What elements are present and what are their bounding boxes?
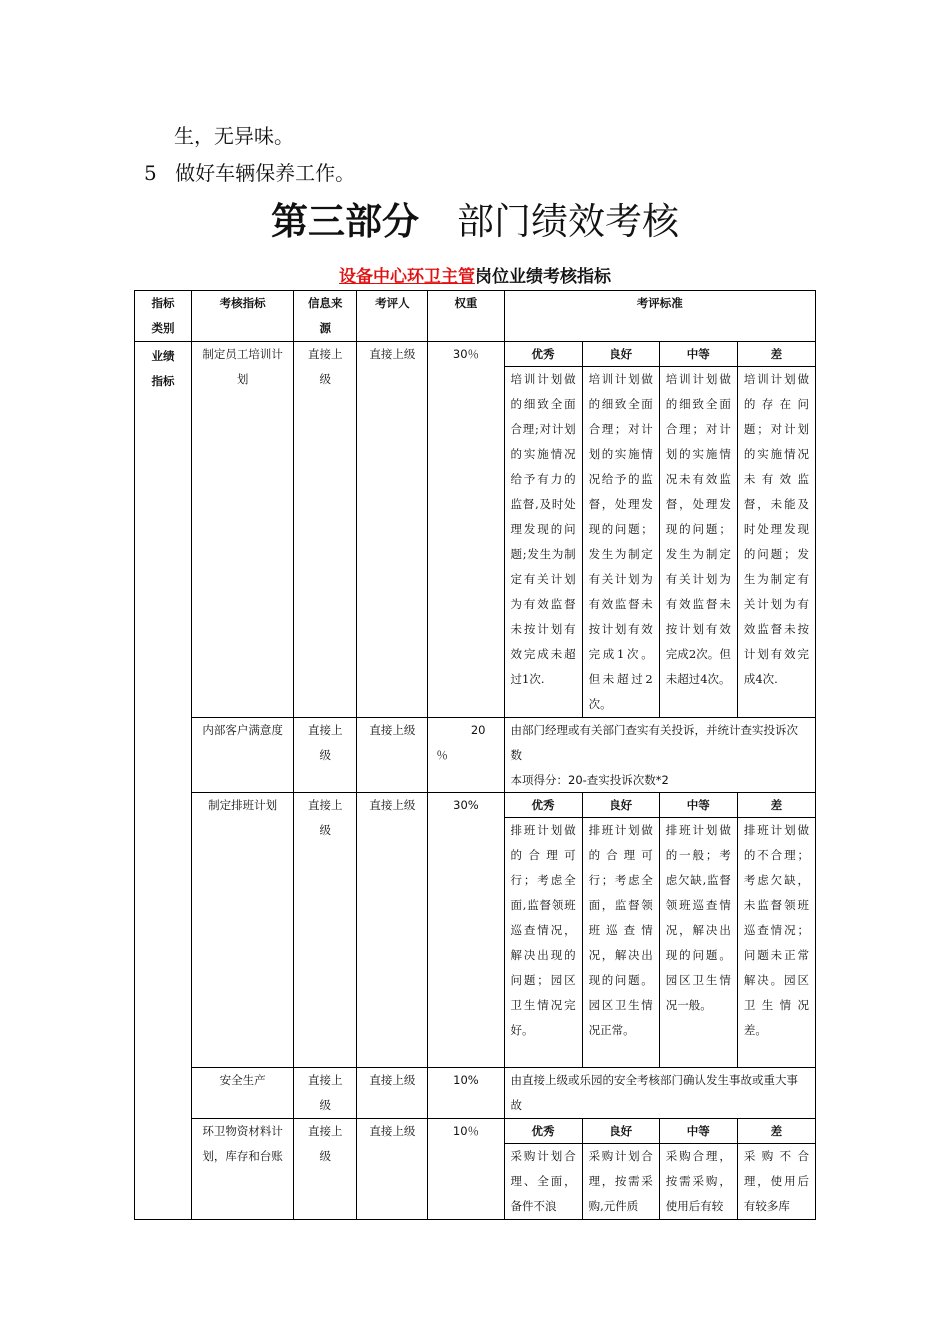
grade-medium: 中等 [659,342,737,367]
standard-good: 培训计划做的细致全面合理；对计划的实施情况给予的监督，处理发现的问题；发生为制定有关计划为有效监督未按计划有效完成1次。但未超过2次。 [582,367,659,718]
intro-line-1 [174,124,294,148]
intro-line-2-number: 5 [144,161,157,185]
grade-excellent: 优秀 [504,793,582,818]
source-cell: 直接上级 [294,1119,357,1220]
source-cell: 直接上级 [294,793,357,1068]
grade-good: 良好 [582,793,659,818]
evaluator-cell: 直接上级 [357,718,428,793]
table-row [135,793,816,818]
source-cell: 直接上级 [294,718,357,793]
source-cell: 直接上级 [294,342,357,718]
evaluator-cell: 直接上级 [357,1119,428,1220]
source-cell: 直接上级 [294,1068,357,1119]
table-title-position: 设备中心环卫主管 [339,267,475,287]
standard-medium: 培训计划做的细致全面合理；对计划的实施情况未有效监督，处理发现的问题；发生为制定有关计划为有效监督未按计划有效完成2次。但未超过4次。 [659,367,737,718]
standard-cell: 由直接上级或乐园的安全考核部门确认发生事故或重大事故 [504,1068,816,1119]
grade-poor: 差 [737,1119,815,1144]
indicator-cell: 制定员工培训计划 [192,342,294,718]
grade-excellent: 优秀 [504,342,582,367]
table-title-rest: 岗位业绩考核指标 [475,267,611,287]
header-standard: 考评标准 [504,291,816,342]
grade-poor: 差 [737,342,815,367]
weight-cell: 10％ [428,1119,504,1220]
weight-unit: ％ [436,748,448,762]
header-evaluator: 考评人 [357,291,428,342]
standard-excellent: 采购计划合理、全面，备件不浪 [504,1144,582,1220]
standard-cell [504,718,816,793]
standard-poor: 采购不合理，使用后有较多库 [737,1144,815,1220]
intro-line-2-text: 做好车辆保养工作。 [175,161,356,185]
indicator-cell: 制定排班计划 [192,793,294,1068]
header-indicator: 考核指标 [192,291,294,342]
intro-line-1-text: 生，无异味。 [174,124,294,148]
grade-good: 良好 [582,1119,659,1144]
standard-line-2: 本项得分：20-查实投诉次数*2 [510,773,669,787]
evaluator-cell: 直接上级 [357,1068,428,1119]
standard-medium: 排班计划做的一般；考虑欠缺,监督领班巡查情况，解决出现的问题。园区卫生情况一般。 [659,818,737,1068]
standard-good: 排班计划做的合理可行；考虑全面，监督领班巡查情况，解决出现的问题。园区卫生情况正常。 [582,818,659,1068]
weight-value: 20 [470,723,486,737]
header-source: 信息来源 [294,291,357,342]
indicator-cell: 安全生产 [192,1068,294,1119]
header-weight: 权重 [428,291,504,342]
table-row [135,718,816,793]
weight-cell: 30% [428,793,504,1068]
header-row [135,291,816,342]
indicator-cell: 内部客户满意度 [192,718,294,793]
assessment-table [134,290,816,1220]
category-cell: 业绩指标 [135,342,192,1220]
grade-excellent: 优秀 [504,1119,582,1144]
standard-excellent: 排班计划做的合理可行；考虑全面,监督领班巡查情况，解决出现的问题；园区卫生情况完好。 [504,818,582,1068]
header-category: 指标类别 [135,291,192,342]
standard-medium: 采购合理，按需采购，使用后有较 [659,1144,737,1220]
grade-poor: 差 [737,793,815,818]
standard-poor: 培训计划做的存在问题；对计划的实施情况未有效监督，未能及时处理发现的问题；发生为制定有关计划为有效监督未按计划有效完成4次. [737,367,815,718]
table-row [135,1068,816,1119]
table-row [135,1119,816,1144]
evaluator-cell: 直接上级 [357,793,428,1068]
intro-line-2 [144,161,355,185]
grade-medium: 中等 [659,1119,737,1144]
grade-good: 良好 [582,342,659,367]
evaluator-cell: 直接上级 [357,342,428,718]
weight-cell [428,718,504,793]
weight-cell: 30％ [428,342,504,718]
standard-excellent: 培训计划做的细致全面合理;对计划的实施情况给予有力的监督,及时处理发现的问题;发生为制定有关计划为有效监督未按计划有效完成未超过1次. [504,367,582,718]
part-heading-number: 第三部分 [271,199,419,243]
grade-medium: 中等 [659,793,737,818]
weight-cell: 10% [428,1068,504,1119]
indicator-cell: 环卫物资材料计划，库存和台账 [192,1119,294,1220]
table-row [135,342,816,367]
part-heading [0,196,950,247]
standard-good: 采购计划合理，按需采购,元件质 [582,1144,659,1220]
part-heading-title: 部门绩效考核 [457,200,679,243]
standard-poor: 排班计划做的不合理；考虑欠缺，未监督领班巡查情况；问题未正常解决。园区卫生情况差。 [737,818,815,1068]
table-title [0,266,950,288]
standard-line-1: 由部门经理或有关部门查实有关投诉，并统计查实投诉次数 [510,723,798,762]
